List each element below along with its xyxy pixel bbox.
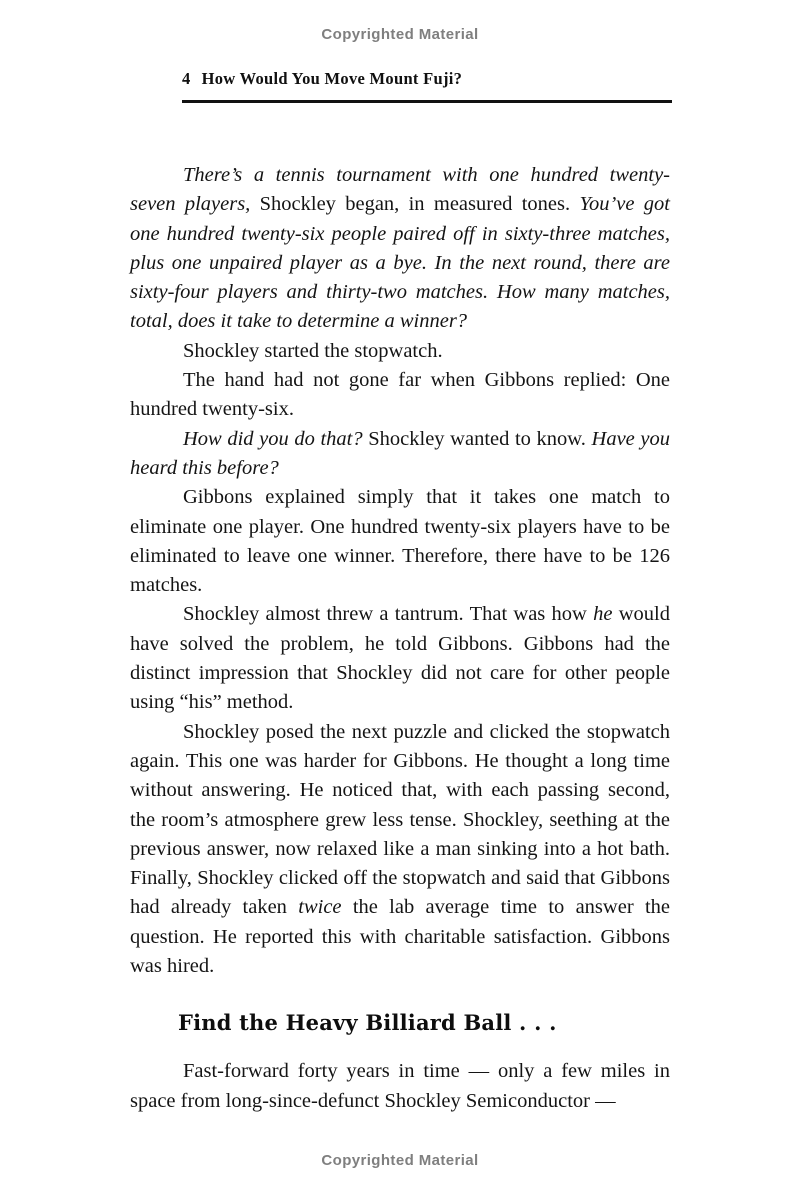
- emphasis-text: twice: [298, 896, 342, 919]
- page-number: 4: [182, 69, 191, 88]
- narration-text: would have solved the problem, he told Gibbons. Gibbons had the distinct impression that Shockley did not care for other people using “his” method.: [130, 603, 670, 714]
- paragraph-1: [130, 161, 670, 337]
- narration-text: Shockley wanted to know.: [368, 427, 592, 450]
- book-title: How Would You Move Mount Fuji?: [201, 69, 463, 88]
- narration-text: Shockley almost threw a tantrum. That was how: [183, 603, 594, 626]
- paragraph-2: Shockley started the stopwatch.: [183, 339, 443, 362]
- section-heading: Find the Heavy Billiard Ball . . .: [178, 1010, 557, 1036]
- paragraph-6: [130, 600, 670, 717]
- narration-text: the lab average time to answer the question. He reported this with charitable satisfaction. Gibbons was hired.: [130, 896, 670, 978]
- copyright-notice-bottom: Copyrighted Material: [321, 1152, 479, 1169]
- dialogue-text: How did you do that?: [183, 427, 369, 450]
- dialogue-text: There’s a tennis tournament with one hundred twenty-seven players,: [130, 164, 670, 216]
- paragraph-7: [130, 718, 670, 982]
- dialogue-text: Have you heard this before?: [130, 427, 670, 479]
- paragraph-4: [130, 425, 670, 484]
- running-header: [182, 69, 672, 89]
- narration-text: Shockley began, in measured tones.: [259, 193, 580, 216]
- paragraph-5: Gibbons explained simply that it takes one match to eliminate one player. One hundred twenty-six players have to be eliminated to leave one winner. Therefore, there have to be 126 matches.: [130, 486, 670, 597]
- paragraph-3: The hand had not gone far when Gibbons replied: One hundred twenty-six.: [130, 369, 670, 421]
- emphasis-text: he: [593, 603, 613, 626]
- dialogue-text: You’ve got one hundred twenty-six people paired off in sixty-three matches, plus one unpaired player as a bye. In the next round, there are sixty-four players and thirty-two matches. How many matches, total, does it take to determine a winner?: [130, 193, 670, 333]
- header-rule: [182, 100, 672, 103]
- copyright-notice-top: Copyrighted Material: [321, 26, 479, 43]
- paragraph-8: Fast-forward forty years in time — only a few miles in space from long-since-defunct Shockley Semiconductor —: [130, 1060, 670, 1112]
- narration-text: Shockley posed the next puzzle and clicked the stopwatch again. This one was harder for Gibbons. He thought a long time without answering. He noticed that, with each passing second, the room’s atmosphere grew less tense. Shockley, seething at the previous answer, now relaxed like a man sinking into a hot bath. Finally, Shockley clicked off the stopwatch and said that Gibbons had already taken: [130, 720, 670, 919]
- page-body: [130, 161, 670, 1116]
